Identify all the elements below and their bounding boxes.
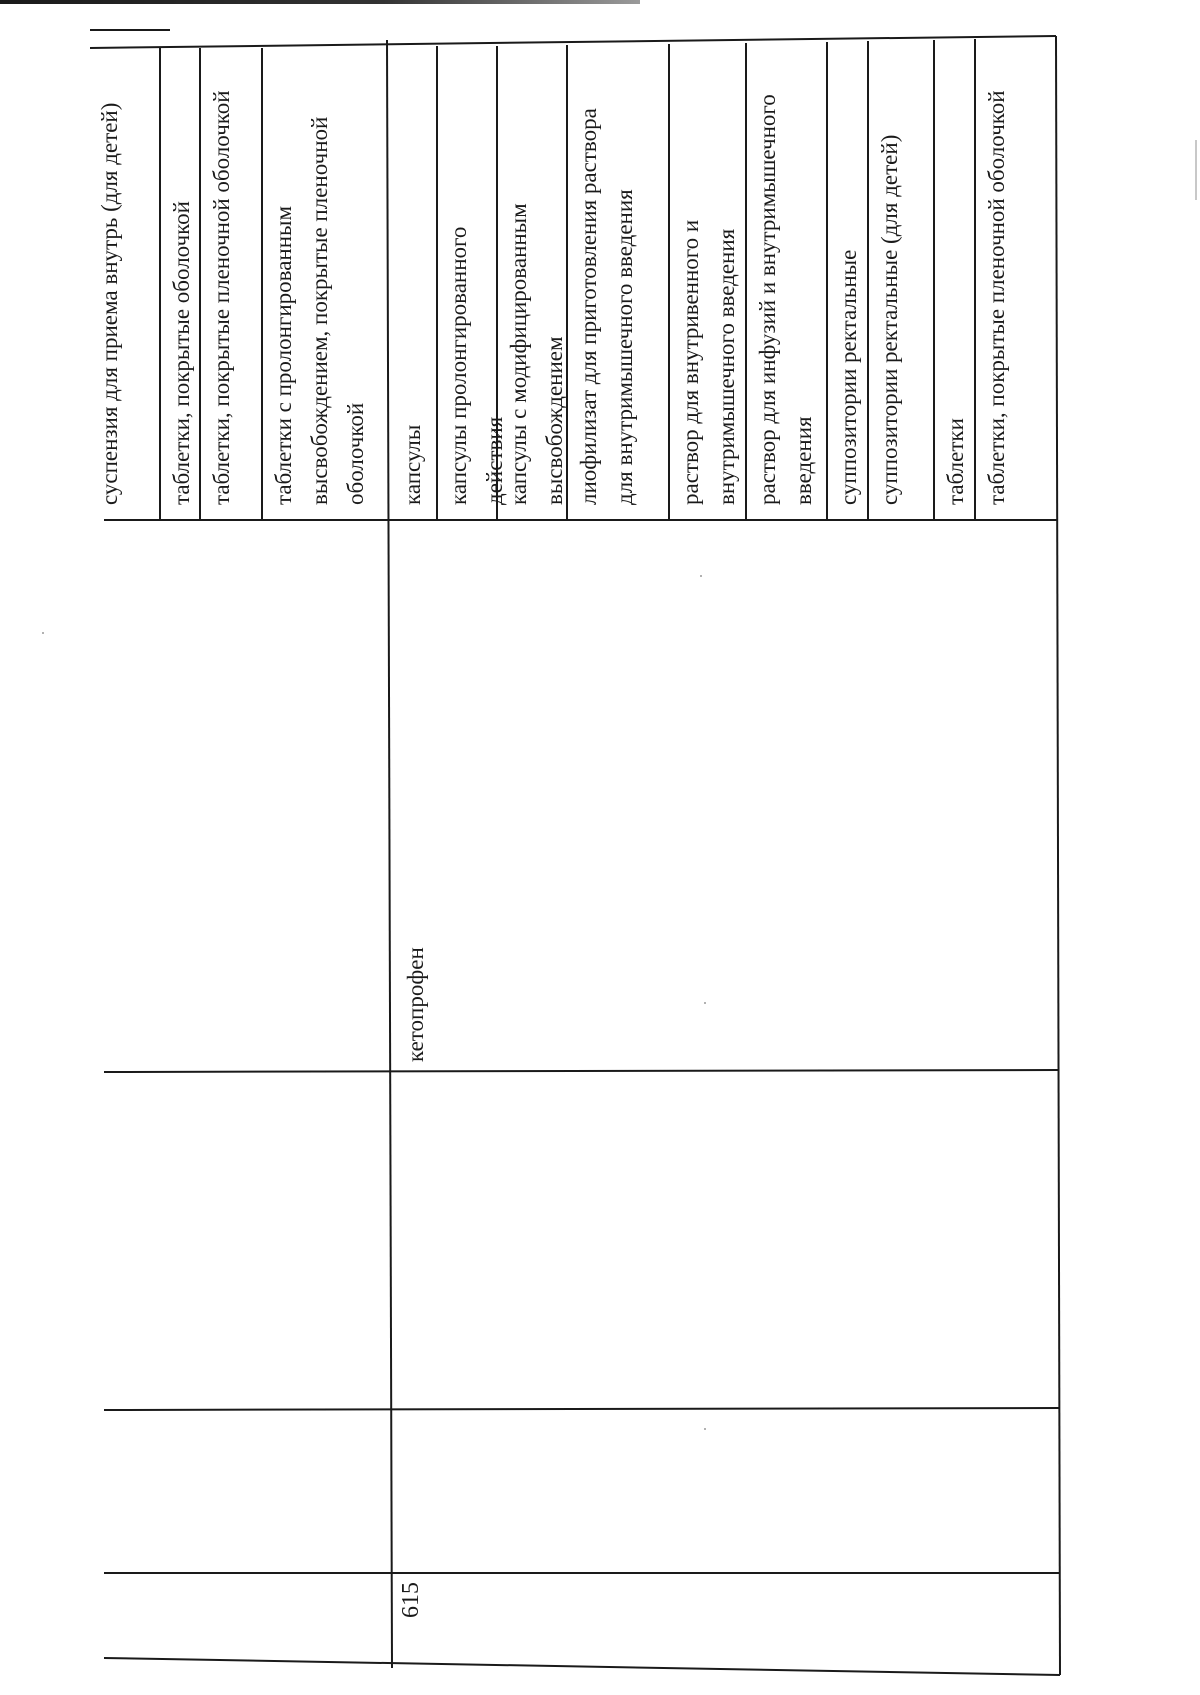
table-divider-h2 (104, 1070, 1058, 1072)
drug-name-cell: кетопрофен (403, 947, 428, 1062)
dosage-form-cell: лиофилизат для приготовления раствора для внутримышечного введения (576, 108, 637, 505)
scan-speck (704, 1002, 706, 1004)
table-divider-h3 (104, 1408, 1060, 1410)
dosage-form-cell: раствор для внутривенного и внутримышечного введения (678, 219, 739, 505)
table-divider-vertical (387, 40, 392, 1668)
dosage-form-cell: таблетки с пролонгированным высвобождением, покрытые пленочной оболочкой (271, 116, 368, 505)
table-border-bottom (104, 1658, 1060, 1675)
dosage-form-cell: раствор для инфузий и внутримышечного введения (755, 94, 816, 505)
scan-speck (42, 632, 44, 634)
dosage-form-cell: таблетки, покрытые пленочной оболочкой (209, 90, 234, 505)
page-number: 615 (398, 1582, 424, 1618)
dosage-form-cell: суспензия для приема внутрь (для детей) (97, 102, 122, 505)
dosage-form-cell: суппозитории ректальные (для детей) (877, 134, 902, 505)
dosage-form-cell: капсулы (400, 424, 425, 505)
dosage-form-cell: капсулы с модифицированным высвобождением (506, 203, 567, 505)
dosage-form-cell: таблетки (943, 418, 968, 505)
dosage-form-cell: капсулы пролонгированного действия (446, 226, 507, 505)
dosage-form-cell: таблетки, покрытые пленочной оболочкой (984, 90, 1009, 505)
dosage-form-cell: таблетки, покрытые оболочкой (169, 201, 194, 505)
table-border-right (1056, 36, 1060, 1675)
scan-speck (704, 1428, 706, 1430)
scan-speck (700, 575, 702, 577)
dosage-form-cell: суппозитории ректальные (836, 249, 861, 505)
